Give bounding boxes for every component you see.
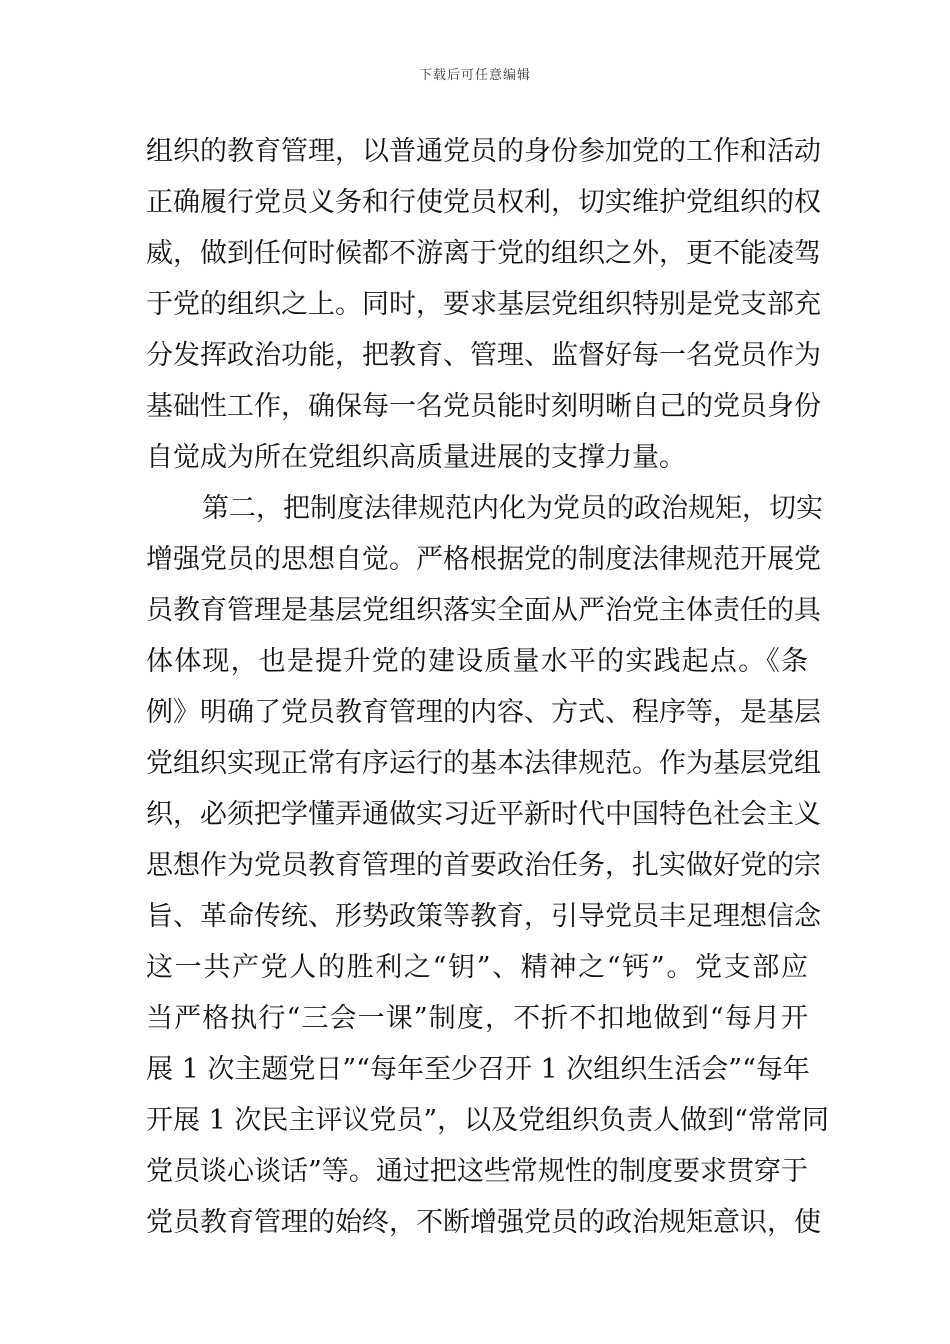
text-line: 于党的组织之上。同时，要求基层党组织特别是党支部充	[146, 289, 821, 320]
text-line: 党组织实现正常有序运行的基本法律规范。作为基层党组	[146, 748, 821, 779]
text-line: 旨、革命传统、形势政策等教育，引导党员丰足理想信念	[146, 901, 821, 932]
text-line: 这一共产党人的胜利之“钥”、精神之“钙”。党支部应	[146, 952, 808, 983]
text-line: 党员谈心谈话”等。通过把这些常规性的制度要求贯穿于	[146, 1156, 808, 1187]
text-line: 威，做到任何时候都不游离于党的组织之外，更不能凌驾	[146, 238, 821, 269]
text-line: 基础性工作，确保每一名党员能时刻明晰自己的党员身份	[146, 391, 821, 422]
text-line: 正确履行党员义务和行使党员权利，切实维护党组织的权	[146, 187, 821, 218]
text-line: 例》明确了党员教育管理的内容、方式、程序等，是基层	[146, 697, 821, 728]
text-line: 分发挥政治功能，把教育、管理、监督好每一名党员作为	[146, 340, 821, 371]
text-line: 思想作为党员教育管理的首要政治任务，扎实做好党的宗	[146, 850, 821, 881]
text-line: 体体现，也是提升党的建设质量水平的实践起点。《条	[146, 646, 808, 677]
document-body	[146, 126, 829, 1248]
text-line: 党员教育管理的始终，不断增强党员的政治规矩意识，使	[146, 1207, 821, 1238]
text-line: 当严格执行“三会一课”制度，不折不扣地做到“每月开	[146, 1003, 808, 1034]
paragraph-2	[146, 483, 829, 1248]
text-line: 展 1 次主题党日”“每年至少召开 1 次组织生活会”“每年	[146, 1054, 810, 1085]
text-line: 增强党员的思想自觉。严格根据党的制度法律规范开展党	[146, 544, 821, 575]
text-line: 自觉成为所在党组织高质量进展的支撑力量。	[146, 442, 686, 473]
paragraph-1	[146, 126, 821, 483]
text-line: 组织的教育管理，以普通党员的身份参加党的工作和活动	[146, 136, 821, 167]
text-line: 织，必须把学懂弄通做实习近平新时代中国特色社会主义	[146, 799, 821, 830]
text-line: 第二，把制度法律规范内化为党员的政治规矩，切实	[202, 493, 823, 524]
header-note: 下载后可任意编辑	[418, 68, 531, 83]
text-line: 开展 1 次民主评议党员”，以及党组织负责人做到“常常同	[146, 1105, 829, 1136]
text-line: 员教育管理是基层党组织落实全面从严治党主体责任的具	[146, 595, 821, 626]
